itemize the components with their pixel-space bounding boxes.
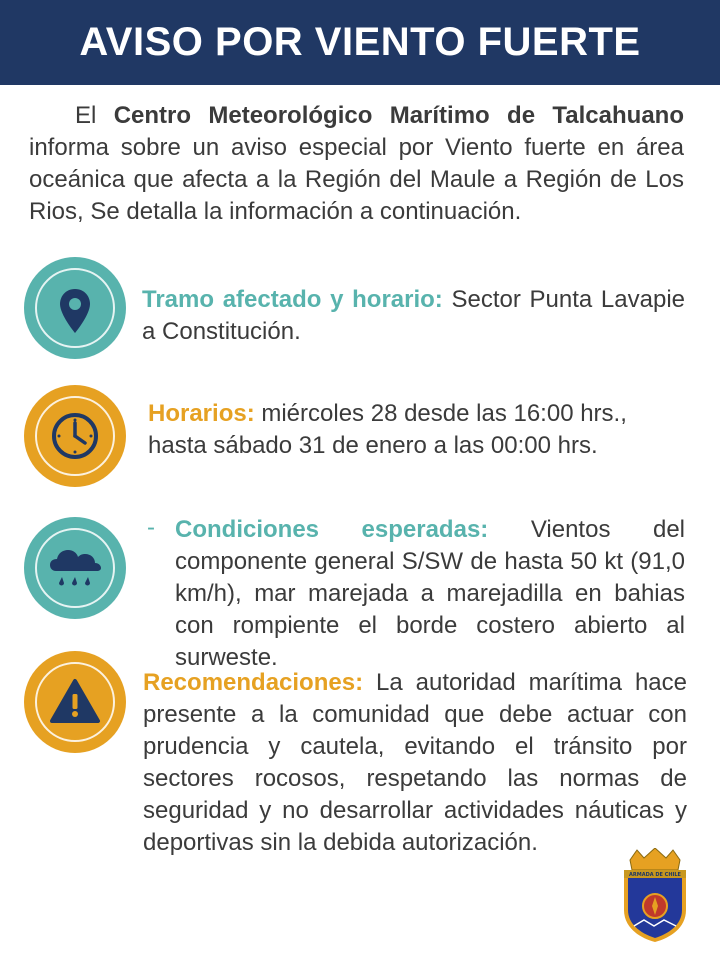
emblem-text: ARMADA DE CHILE	[629, 872, 681, 878]
recomendaciones-label: Recomendaciones:	[143, 669, 364, 696]
intro-post: informa sobre un aviso especial por Viento fuerte en área oceánica que afecta a la Región del Maule a Región de Los Rios, Se detalla la información a continuación.	[29, 134, 684, 225]
section-tramo	[142, 284, 685, 348]
condiciones-bullet: -	[147, 514, 155, 541]
tramo-text: Sector Punta Lavapie a Constitución.	[142, 286, 685, 345]
horarios-text: miércoles 28 desde las 16:00 hrs., hasta sábado 31 de enero a las 00:00 hrs.	[148, 400, 627, 459]
map-pin-icon	[24, 257, 126, 359]
condiciones-text: Vientos del componente general S/SW de hasta 50 kt (91,0 km/h), mar marejada a marejadilla en bahias con rompiente el borde costero abierto al surweste.	[175, 516, 686, 671]
clock-circle	[24, 385, 126, 487]
rain-circle	[24, 517, 126, 619]
location-circle	[24, 257, 126, 359]
rain-cloud-icon	[24, 517, 126, 619]
section-horarios	[148, 398, 688, 462]
intro-organization: Centro Meteorológico Marítimo de Talcahuano	[113, 102, 684, 129]
tramo-label: Tramo afectado y horario:	[142, 286, 443, 313]
header-banner	[0, 0, 720, 85]
horarios-label: Horarios:	[148, 400, 255, 427]
warning-circle	[24, 651, 126, 753]
section-condiciones	[175, 514, 685, 674]
recomendaciones-text: La autoridad marítima hace presente a la comunidad que debe actuar con prudencia y cautela, evitando el tránsito por sectores rocosos, respetando las normas de seguridad y no desarrollar actividades náuticas y deportivas sin la debida autorización.	[143, 669, 687, 856]
armada-de-chile-emblem	[620, 848, 690, 943]
section-recomendaciones	[143, 667, 687, 859]
intro-pre: El	[75, 102, 114, 129]
clock-icon	[24, 385, 126, 487]
condiciones-label: Condiciones esperadas:	[175, 516, 489, 543]
page-title: AVISO POR VIENTO FUERTE	[79, 20, 641, 64]
warning-triangle-icon	[24, 651, 126, 753]
intro-paragraph	[29, 100, 684, 228]
